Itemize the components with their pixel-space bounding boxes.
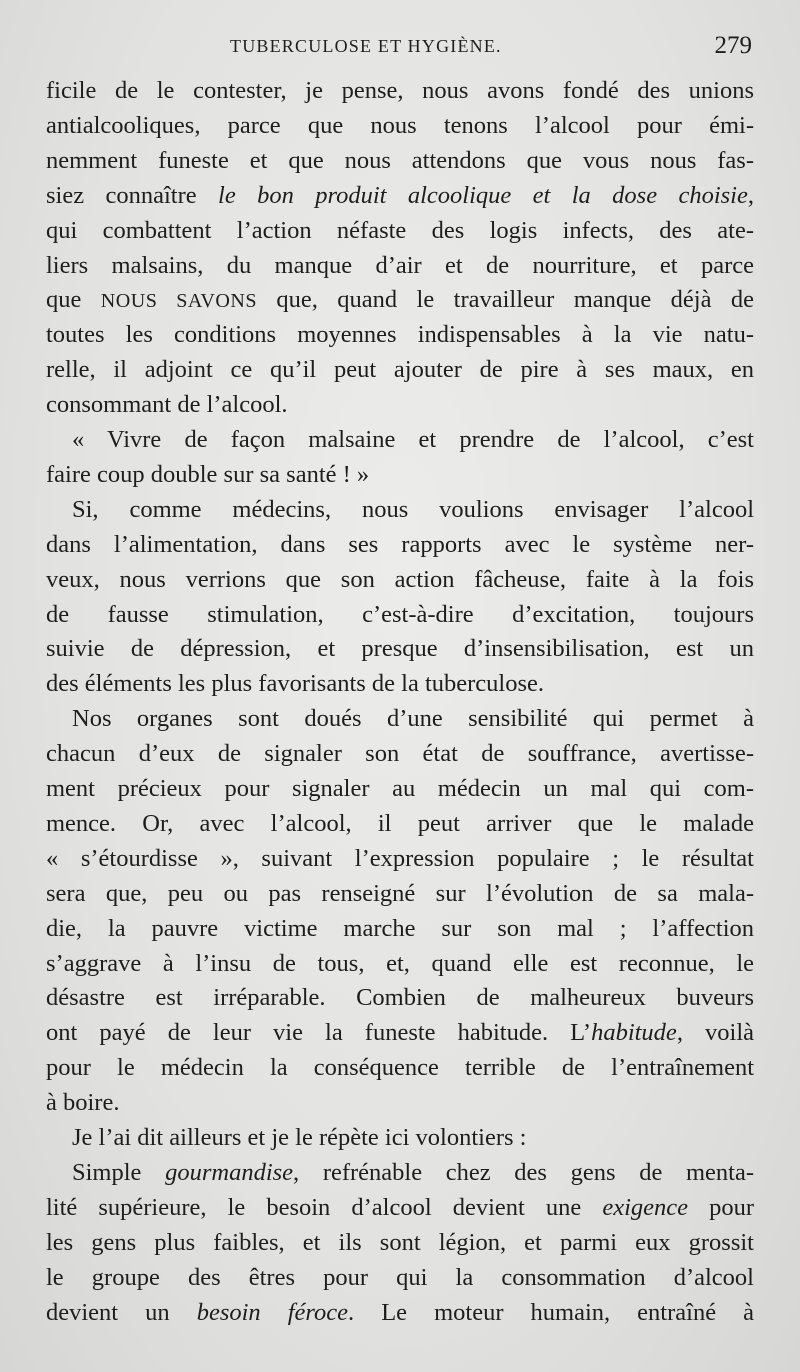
text-line: mence. Or, avec l’alcool, il peut arriver que le malade — [46, 810, 754, 837]
text-line: les gens plus faibles, et ils sont légion, et parmi eux grossit — [46, 1229, 754, 1256]
text-line: veux, nous verrions que son action fâcheuse, faite à la fois — [46, 566, 754, 593]
text-line: siez connaître le bon produit alcoolique et la dose choisie, — [46, 182, 754, 209]
text-line: chacun d’eux de signaler son état de souffrance, avertisse- — [46, 740, 754, 767]
text-line: ficile de le contester, je pense, nous avons fondé des unions — [46, 77, 754, 104]
text-line: Je l’ai dit ailleurs et je le répète ici volontiers : — [72, 1124, 527, 1151]
text-line: ment précieux pour signaler au médecin un mal qui com- — [46, 775, 754, 802]
text-line: pour le médecin la conséquence terrible de l’entraînement — [46, 1054, 754, 1081]
text-line: liers malsains, du manque d’air et de nourriture, et parce — [46, 252, 754, 279]
text-line: sera que, peu ou pas renseigné sur l’évolution de sa mala- — [46, 880, 754, 907]
text-line: Simple gourmandise, refrénable chez des gens de menta- — [72, 1159, 755, 1186]
text-line: s’aggrave à l’insu de tous, et, quand elle est reconnue, le — [46, 950, 754, 977]
running-head: TUBERCULOSE ET HYGIÈNE. — [230, 36, 502, 56]
text-line: die, la pauvre victime marche sur son mal ; l’affection — [46, 915, 754, 942]
text-line: dans l’alimentation, dans ses rapports avec le système ner- — [46, 531, 754, 558]
text-line: nemment funeste et que nous attendons que vous nous fas- — [46, 147, 754, 174]
text-line: « Vivre de façon malsaine et prendre de l’alcool, c’est — [72, 426, 754, 453]
text-line: « s’étourdisse », suivant l’expression populaire ; le résultat — [46, 845, 754, 872]
text-line: toutes les conditions moyennes indispensables à la vie natu- — [46, 321, 754, 348]
text-line: le groupe des êtres pour qui la consommation d’alcool — [46, 1264, 754, 1291]
text-line: de fausse stimulation, c’est-à-dire d’excitation, toujours — [46, 601, 754, 628]
text-line: suivie de dépression, et presque d’insensibilisation, est un — [46, 635, 754, 662]
text-line: Nos organes sont doués d’une sensibilité qui permet à — [72, 705, 754, 732]
text-line: des éléments les plus favorisants de la tuberculose. — [46, 670, 545, 697]
text-line: antialcooliques, parce que nous tenons l’alcool pour émi- — [46, 112, 754, 139]
text-line: ont payé de leur vie la funeste habitude. L’habitude, voilà — [46, 1019, 754, 1046]
page-header — [230, 32, 752, 64]
text-line: devient un besoin féroce. Le moteur humain, entraîné à — [46, 1299, 754, 1326]
text-line: qui combattent l’action néfaste des logis infects, des ate- — [46, 217, 754, 244]
text-line: désastre est irréparable. Combien de malheureux buveurs — [46, 984, 754, 1011]
text-line: relle, il adjoint ce qu’il peut ajouter de pire à ses maux, en — [46, 356, 754, 383]
text-line: à boire. — [46, 1089, 120, 1116]
text-line: que NOUS SAVONS que, quand le travailleur manque déjà de — [46, 286, 754, 313]
page-number: 279 — [714, 32, 752, 59]
text-line: Si, comme médecins, nous voulions envisager l’alcool — [72, 496, 754, 523]
text-line: lité supérieure, le besoin d’alcool devient une exigence pour — [46, 1194, 754, 1221]
text-line: faire coup double sur sa santé ! » — [46, 461, 370, 488]
text-line: consommant de l’alcool. — [46, 391, 288, 418]
